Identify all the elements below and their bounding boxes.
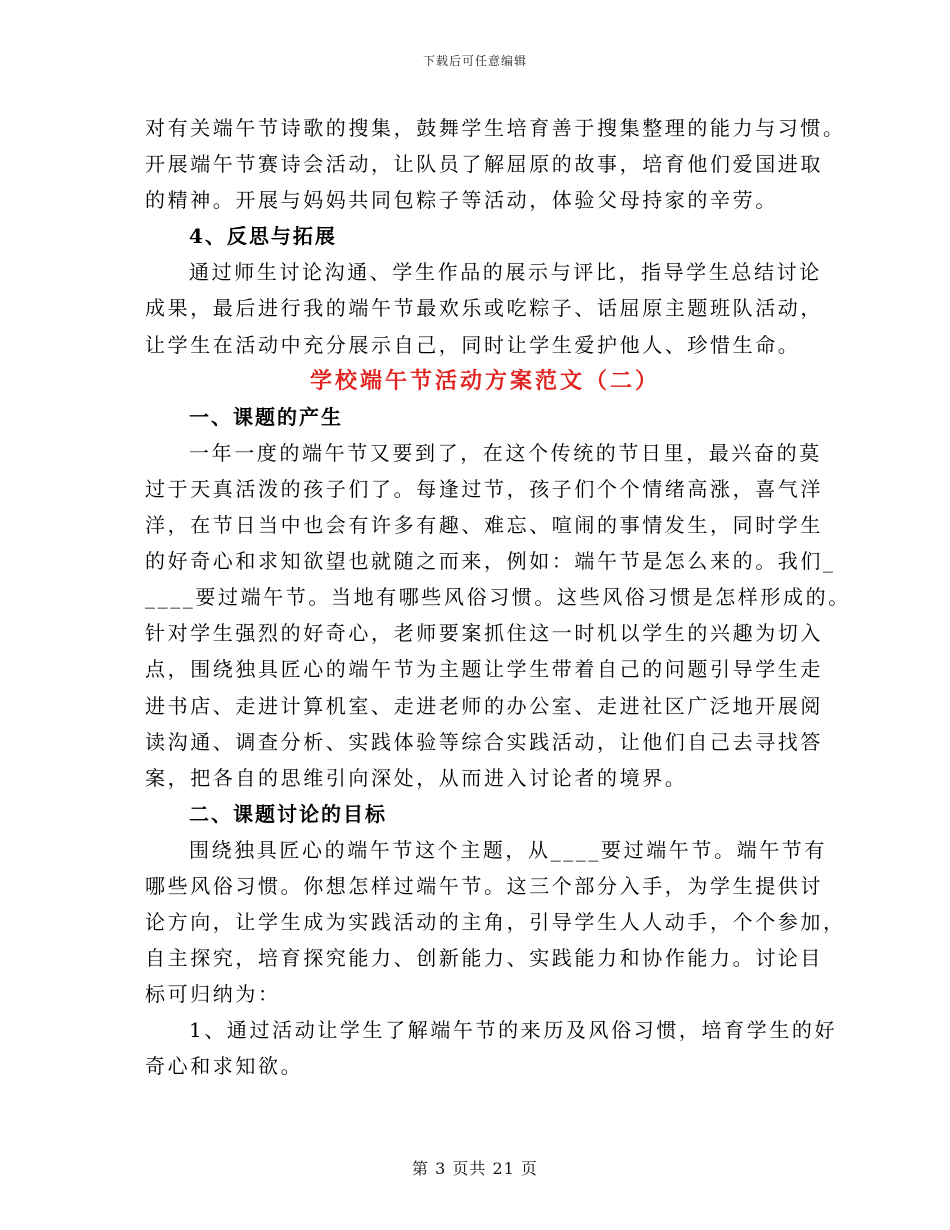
body-line: 读沟通、调查分析、实践体验等综合实践活动，让他们自己去寻找答	[145, 729, 823, 754]
body-line: 过于天真活泼的孩子们了。每逢过节，孩子们个个情绪高涨，喜气洋	[145, 476, 823, 501]
list-item-first-line: 1、通过活动让学生了解端午节的来历及风俗习惯，培育学生的好	[189, 1018, 838, 1043]
body-line: 哪些风俗习惯。你想怎样过端午节。这三个部分入手，为学生提供讨	[145, 873, 823, 898]
body-line: 的好奇心和求知欲望也就随之而来，例如：端午节是怎么来的。我们_	[145, 549, 836, 574]
body-line: 成果，最后进行我的端午节最欢乐或吃粽子、话屈原主题班队活动，	[145, 296, 823, 321]
page-header: 下载后可任意编辑	[422, 54, 527, 68]
page-number-footer: 第 3 页共 21 页	[412, 1159, 538, 1178]
body-line: 让学生在活动中充分展示自己，同时让学生爱护他人、珍惜生命。	[145, 332, 801, 357]
paragraph-first-line: 围绕独具匠心的端午节这个主题，从____要过端午节。端午节有	[189, 837, 827, 862]
paragraph-first-line: 一年一度的端午节又要到了，在这个传统的节日里，最兴奋的莫	[189, 440, 822, 465]
body-line: 标可归纳为：	[145, 982, 281, 1007]
body-line: 进书店、走进计算机室、走进老师的办公室、走进社区广泛地开展阅	[145, 693, 823, 718]
body-line: 案，把各自的思维引向深处，从而进入讨论者的境界。	[145, 765, 688, 790]
section-heading: 一、课题的产生	[189, 404, 343, 429]
section-title: 学校端午节活动方案范文（二）	[309, 367, 660, 394]
body-line: 自主探究，培育探究能力、创新能力、实践能力和协作能力。讨论目	[145, 946, 823, 971]
section-heading: 二、课题讨论的目标	[189, 801, 387, 826]
body-line: 点，围绕独具匠心的端午节为主题让学生带着自己的问题引导学生走	[145, 657, 823, 682]
body-line: 开展端午节赛诗会活动，让队员了解屈原的故事，培育他们爱国进取	[145, 152, 823, 177]
body-line: 的精神。开展与妈妈共同包粽子等活动，体验父母持家的辛劳。	[145, 188, 778, 213]
body-line: 论方向，让学生成为实践活动的主角，引导学生人人动手，个个参加，	[145, 910, 846, 935]
document-body	[145, 110, 851, 1085]
body-line: 洋，在节日当中也会有许多有趣、难忘、喧闹的事情发生，同时学生	[145, 513, 823, 538]
body-line: 针对学生强烈的好奇心，老师要案抓住这一时机以学生的兴趣为切入	[145, 621, 823, 646]
body-line: 奇心和求知欲。	[145, 1054, 304, 1079]
body-line: 对有关端午节诗歌的搜集，鼓舞学生培育善于搜集整理的能力与习惯。	[145, 116, 846, 140]
body-line: ____要过端午节。当地有哪些风俗习惯。这些风俗习惯是怎样形成的。	[145, 585, 851, 610]
subsection-heading: 4、反思与拓展	[189, 224, 337, 249]
paragraph-first-line: 通过师生讨论沟通、学生作品的展示与评比，指导学生总结讨论	[189, 260, 822, 285]
